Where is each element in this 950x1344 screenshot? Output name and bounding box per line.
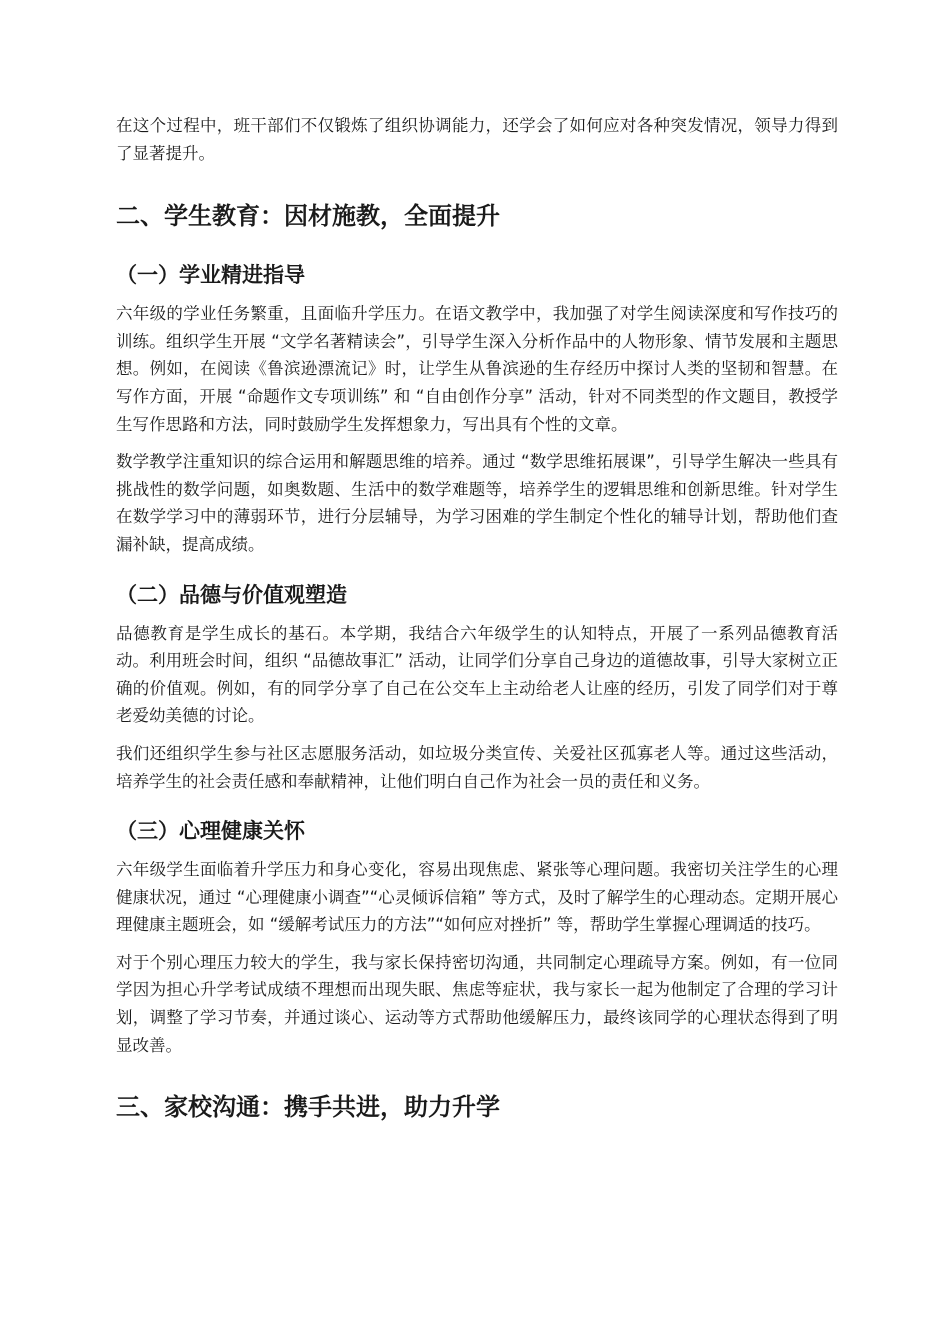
subsection-1-paragraph-1: 六年级的学业任务繁重，且面临升学压力。在语文教学中，我加强了对学生阅读深度和写作技巧的训练。组织学生开展 “文学名著精读会”，引导学生深入分析作品中的人物形象、情节发展和主题思想。例如，在阅读《鲁滨逊漂流记》时，让学生从鲁滨逊的生存经历中探讨人类的坚韧和智慧。在写作方面，开展 “命题作文专项训练” 和 “自由创作分享” 活动，针对不同类型的作文题目，教授学生写作思路和方法，同时鼓励学生发挥想象力，写出具有个性的文章。: [116, 304, 838, 434]
subsection-3-paragraph-1: 六年级学生面临着升学压力和身心变化，容易出现焦虑、紧张等心理问题。我密切关注学生的心理健康状况，通过 “心理健康小调查”“心灵倾诉信箱” 等方式，及时了解学生的心理动态。定期开展心理健康主题班会，如 “缓解考试压力的方法”“如何应对挫折” 等，帮助学生掌握心理调适的技巧。: [116, 860, 838, 935]
intro-paragraph: 在这个过程中，班干部们不仅锻炼了组织协调能力，还学会了如何应对各种突发情况，领导力得到了显著提升。: [116, 116, 838, 163]
section-2-heading: 二、学生教育：因材施教，全面提升: [116, 202, 500, 231]
subsection-2-paragraph-2: 我们还组织学生参与社区志愿服务活动，如垃圾分类宣传、关爱社区孤寡老人等。通过这些活动，培养学生的社会责任感和奉献精神，让他们明白自己作为社会一员的责任和义务。: [116, 743, 838, 791]
subsection-1-heading: （一）学业精进指导: [116, 263, 305, 288]
subsection-3-heading: （三）心理健康关怀: [116, 819, 305, 844]
subsection-2-heading: （二）品德与价值观塑造: [116, 582, 347, 607]
section-3-heading: 三、家校沟通：携手共进，助力升学: [116, 1093, 500, 1122]
subsection-2-paragraph-1: 品德教育是学生成长的基石。本学期，我结合六年级学生的认知特点，开展了一系列品德教育活动。利用班会时间，组织 “品德故事汇” 活动，让同学们分享自己身边的道德故事，引导大家树立正确的价值观。例如，有的同学分享了自己在公交车上主动给老人让座的经历，引发了同学们对于尊老爱幼美德的讨论。: [116, 623, 838, 726]
subsection-3-paragraph-2: 对于个别心理压力较大的学生，我与家长保持密切沟通，共同制定心理疏导方案。例如，有一位同学因为担心升学考试成绩不理想而出现失眠、焦虑等症状，我与家长一起为他制定了合理的学习计划，调整了学习节奏，并通过谈心、运动等方式帮助他缓解压力，最终该同学的心理状态得到了明显改善。: [116, 952, 838, 1055]
document-page: [116, 112, 838, 1124]
subsection-1-paragraph-2: 数学教学注重知识的综合运用和解题思维的培养。通过 “数学思维拓展课”，引导学生解决一些具有挑战性的数学问题，如奥数题、生活中的数学难题等，培养学生的逻辑思维和创新思维。针对学生在数学学习中的薄弱环节，进行分层辅导，为学习困难的学生制定个性化的辅导计划，帮助他们查漏补缺，提高成绩。: [116, 452, 838, 554]
